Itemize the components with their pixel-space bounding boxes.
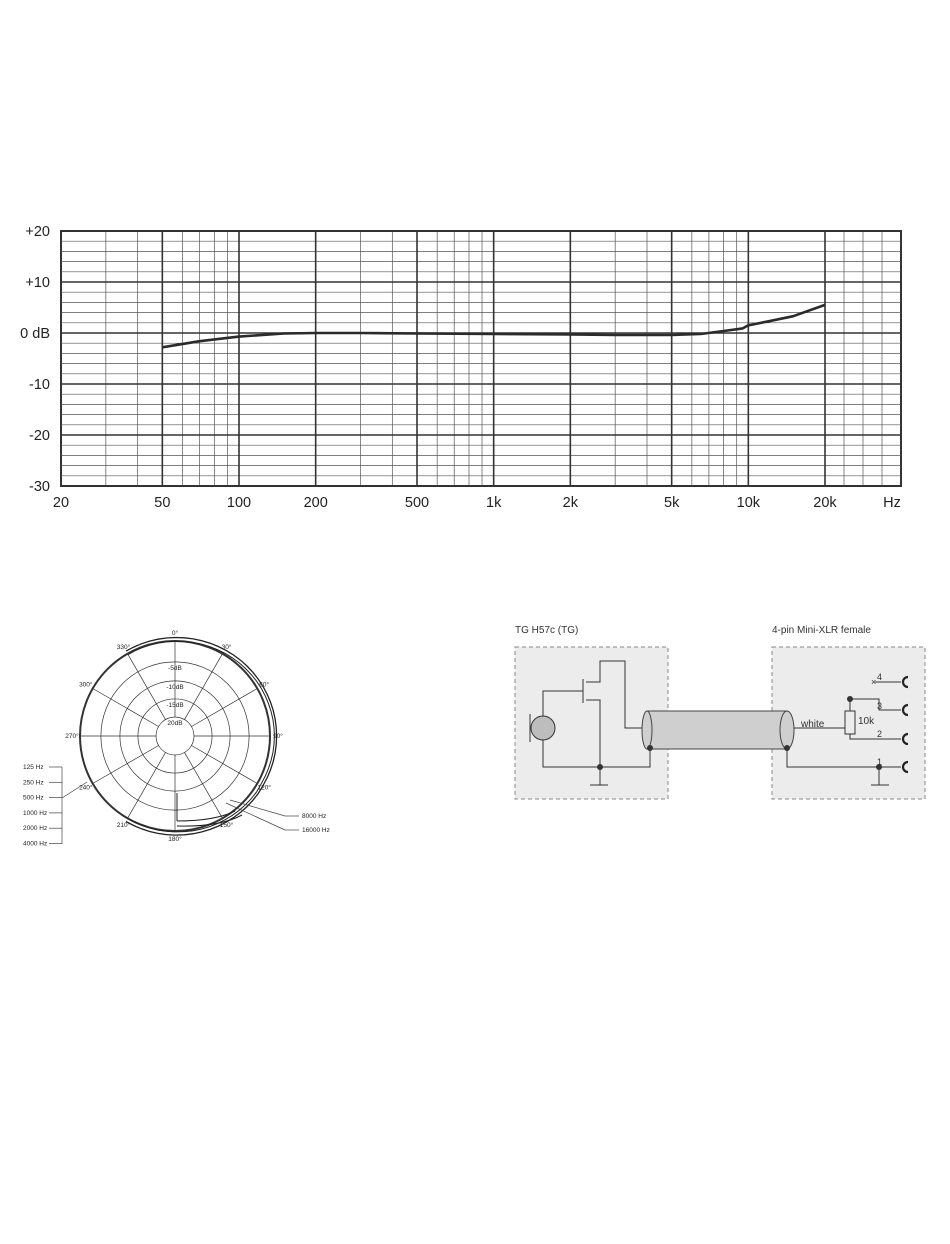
mic-title: TG H57c (TG) [515, 625, 579, 636]
right-legend-label: 8000 Hz [302, 813, 327, 820]
resistor-label: 10k [858, 716, 875, 727]
right-legend-label: 16000 Hz [302, 827, 330, 834]
polar-curve [128, 641, 274, 832]
pin-4-no-connect-icon: × [871, 677, 877, 687]
y-tick-label: +10 [25, 275, 50, 291]
x-tick-label: 200 [303, 495, 328, 511]
ring-label: 20dB [167, 720, 183, 727]
resistor-icon [845, 711, 855, 734]
x-tick-label: 100 [226, 495, 252, 511]
angle-label: 240° [79, 784, 93, 792]
left-legend-label: 125 Hz [23, 764, 44, 771]
left-legend-label: 2000 Hz [23, 825, 48, 833]
pin-2-label: 2 [877, 729, 883, 739]
angle-label: 30° [221, 643, 232, 651]
angle-label: 270° [65, 733, 79, 740]
x-axis-unit: Hz [883, 495, 901, 511]
angle-label: 0° [171, 630, 179, 637]
pin-1-label: 1 [877, 757, 883, 767]
angle-label: 60° [259, 681, 270, 689]
angle-label: 300° [79, 681, 93, 689]
angle-label: 330° [116, 643, 131, 651]
y-tick-label: +20 [25, 224, 50, 240]
ring-label: -5dB [168, 664, 182, 672]
angle-label: 210° [116, 822, 131, 830]
angle-label: 120° [257, 784, 271, 792]
x-tick-label: 1k [486, 495, 502, 511]
left-legend-label: 500 Hz [23, 794, 44, 802]
x-tick-label: 20 [52, 495, 70, 511]
y-tick-label: 0 dB [20, 326, 50, 342]
left-legend-label: 4000 Hz [23, 840, 48, 848]
wiring-diagram [505, 615, 935, 815]
y-tick-label: -20 [29, 428, 50, 444]
x-tick-label: 2k [562, 495, 578, 511]
microphone-capsule-icon [531, 716, 555, 740]
connector-title: 4-pin Mini-XLR female [772, 625, 871, 636]
polar-pattern-chart [15, 615, 345, 855]
y-tick-label: -10 [29, 377, 50, 393]
left-legend-label: 250 Hz [23, 779, 44, 787]
shielded-cable [642, 711, 794, 751]
angle-label: 180° [168, 836, 182, 843]
plot-frame [61, 231, 901, 486]
x-tick-label: 5k [664, 495, 680, 511]
frequency-response-chart [0, 215, 950, 520]
chart-tick-labels [20, 224, 837, 511]
y-tick-label: -30 [29, 479, 50, 495]
ring-label: -10dB [166, 683, 184, 691]
x-tick-label: 10k [736, 495, 761, 511]
left-legend-label: 1000 Hz [23, 809, 48, 817]
x-tick-label: 50 [154, 495, 171, 511]
chart-grid [61, 231, 901, 486]
wire-label: white [801, 719, 825, 730]
pin-4-label: 4 [877, 672, 883, 682]
angle-label: 90° [273, 733, 283, 740]
x-tick-label: 20k [813, 495, 837, 511]
angle-label: 150° [219, 822, 234, 830]
pin-3-label: 3 [877, 701, 883, 711]
x-tick-label: 500 [404, 495, 430, 511]
ring-label: -15dB [166, 701, 184, 709]
